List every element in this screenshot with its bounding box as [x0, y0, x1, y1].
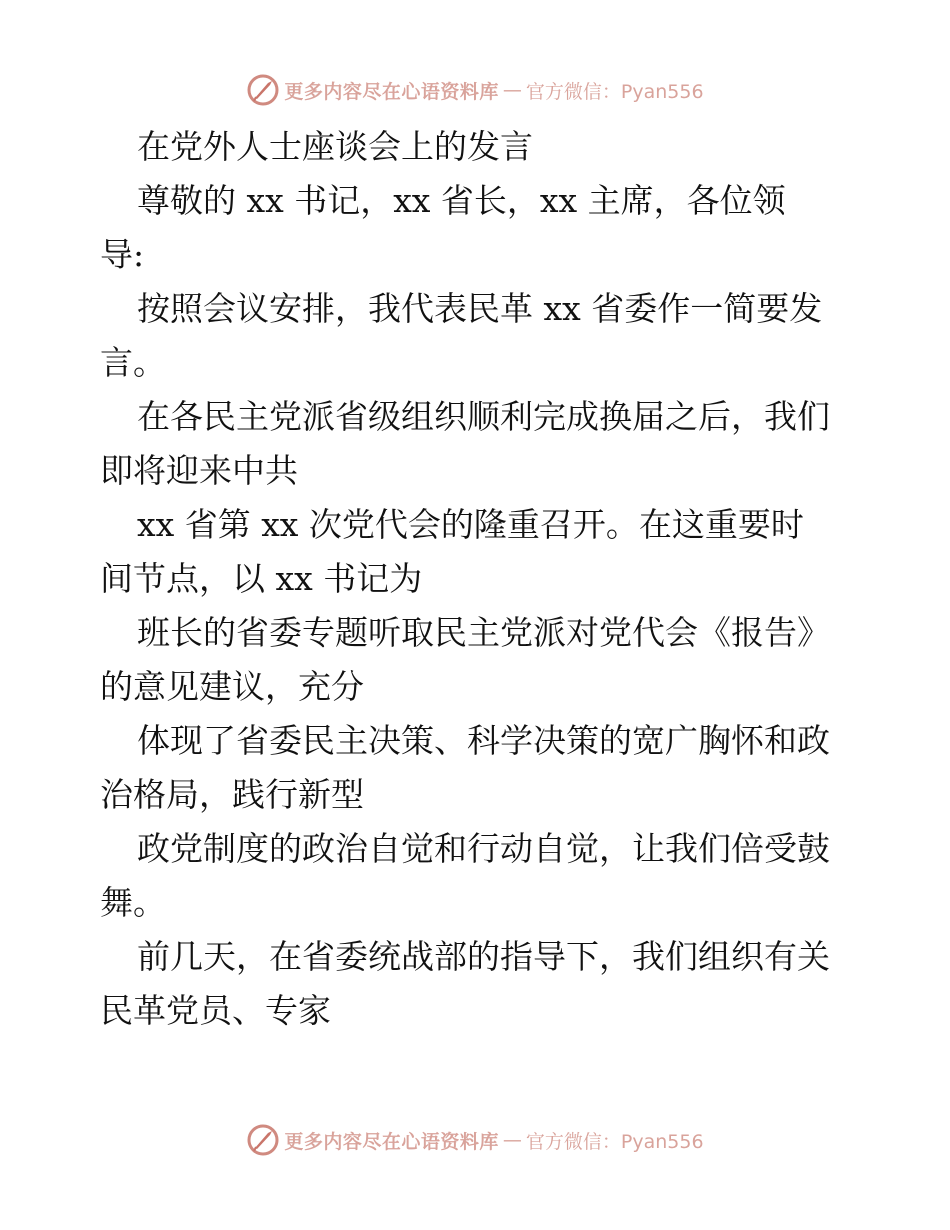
watermark-wechat-text: 官方微信：Pyan556	[525, 80, 704, 103]
document-line: 前几天，在省委统战部的指导下，我们组织有关	[137, 937, 830, 976]
watermark-separator: —	[502, 1129, 522, 1151]
document-line: 言。	[100, 343, 166, 382]
watermark-site-text: 更多内容尽在心语资料库	[284, 80, 499, 103]
watermark-wechat-text: 官方微信：Pyan556	[525, 1130, 704, 1153]
document-line: 的意见建议，充分	[100, 667, 364, 706]
document-line: 舞。	[100, 883, 166, 922]
footer-watermark	[0, 1120, 950, 1160]
document-line: xx 省第 xx 次党代会的隆重召开。在这重要时	[137, 505, 804, 544]
watermark-site-text: 更多内容尽在心语资料库	[284, 1130, 499, 1153]
header-watermark	[0, 70, 950, 110]
watermark-separator: —	[502, 79, 522, 101]
document-line: 尊敬的 xx 书记，xx 省长，xx 主席，各位领	[137, 181, 786, 220]
document-line: 体现了省委民主决策、科学决策的宽广胸怀和政	[137, 721, 830, 760]
document-line: 政党制度的政治自觉和行动自觉，让我们倍受鼓	[137, 829, 830, 868]
document-line: 民革党员、专家	[100, 991, 331, 1030]
document-line: 在各民主党派省级组织顺利完成换届之后，我们	[137, 397, 830, 436]
document-line: 在党外人士座谈会上的发言	[137, 127, 533, 166]
document-line: 导:	[100, 235, 145, 274]
document-line: 即将迎来中共	[100, 451, 298, 490]
quill-logo-icon	[246, 73, 280, 107]
document-line: 间节点，以 xx 书记为	[100, 559, 423, 598]
document-body	[100, 120, 855, 1038]
document-line: 治格局，践行新型	[100, 775, 364, 814]
document-line: 班长的省委专题听取民主党派对党代会《报告》	[137, 613, 830, 652]
document-line: 按照会议安排，我代表民革 xx 省委作一简要发	[137, 289, 823, 328]
quill-logo-icon	[246, 1123, 280, 1157]
